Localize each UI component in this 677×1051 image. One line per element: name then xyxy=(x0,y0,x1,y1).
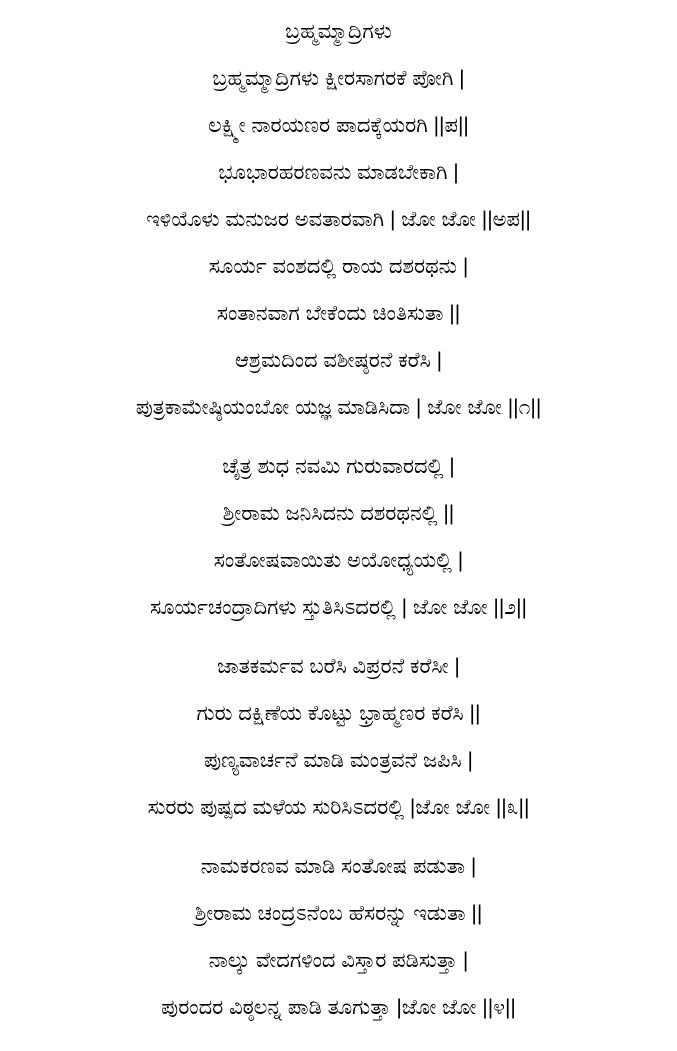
verse-line: ಶ್ರೀರಾಮ ಚಂದ್ರಽನೆಂಬ ಹೆಸರನ್ನು ಇಡುತಾ || xyxy=(194,902,483,925)
stanza-anupallavi xyxy=(0,149,677,243)
verse-line: ಆಶ್ರಮದಿಂದ ವಶೀಷ್ಠರನೆ ಕರೆಸಿ | xyxy=(234,349,443,372)
page-title: ಬ್ರಹ್ಮಮ್ಮಾದ್ರಿಗಳು xyxy=(285,20,392,43)
verse-line: ಲಕ್ಷ್ಮೀ ನಾರಯಣರ ಪಾದಕ್ಕೆಯರಗಿ ||ಪ|| xyxy=(208,114,469,137)
verse-line: ಇಳಿಯೊಳು ಮನುಜರ ಅವತಾರವಾಗಿ | ಜೋ ಜೋ ||ಅಪ|| xyxy=(146,208,531,231)
verse-line: ನಾಮಕರಣವ ಮಾಡಿ ಸಂತೋಷ ಪಡುತಾ | xyxy=(200,855,477,878)
verse-line: ಸಂತಾನವಾಗ ಬೇಕೆಂದು ಚಿಂತಿಸುತಾ || xyxy=(216,302,461,325)
verse-line: ಬ್ರಹ್ಮಮ್ಮಾದ್ರಿಗಳು ಕ್ಷೀರಸಾಗರಕೆ ಪೋಗಿ | xyxy=(212,67,465,90)
verse-line: ಭೂಭಾರಹರಣವನು ಮಾಡಬೇಕಾಗಿ | xyxy=(218,161,459,184)
verse-line: ಶ್ರೀರಾಮ ಜನಿಸಿದನು ದಶರಥನಲ್ಲಿ || xyxy=(222,502,455,525)
stanza-pallavi xyxy=(0,55,677,149)
verse-line: ಸುರರು ಪುಷ್ಪದ ಮಳೆಯ ಸುರಿಸಿಽದರಲ್ಲಿ |ಜೋ ಜೋ ||೩|| xyxy=(147,796,530,819)
verse-line: ಸೂರ್ಯ ವಂಶದಲ್ಲಿ ರಾಯ ದಶರಥನು | xyxy=(208,255,469,278)
stanza-verse-2 xyxy=(0,443,677,631)
verse-line: ಪುಣ್ಯವಾರ್ಚನೆ ಮಾಡಿ ಮಂತ್ರವನೆ ಜಪಿಸಿ | xyxy=(204,749,473,772)
stanza-verse-3 xyxy=(0,643,677,831)
verse-line: ನಾಲ್ಕು ವೇದಗಳಿಂದ ವಿಸ್ತಾರ ಪಡಿಸುತ್ತಾ | xyxy=(208,949,469,972)
verse-line: ಸೂರ್ಯಚಂದ್ರಾದಿಗಳು ಸ್ತುತಿಸಿಽದರಲ್ಲಿ | ಜೋ ಜೋ ||೨|| xyxy=(149,596,527,619)
verse-line: ಚೈತ್ರ ಶುಧ ನವಮಿ ಗುರುವಾರದಲ್ಲಿ | xyxy=(222,455,455,478)
verse-line: ಪುರಂದರ ವಿಠ್ಠಲನ್ನ ಪಾಡಿ ತೂಗುತ್ತಾ |ಜೋ ಜೋ ||೪|| xyxy=(161,996,516,1019)
stanza-verse-1 xyxy=(0,243,677,431)
verse-line: ಗುರು ದಕ್ಷಿಣೆಯ ಕೊಟ್ಟು ಭ್ರಾಹ್ಮಣರ ಕರೆಸಿ || xyxy=(196,702,481,725)
verse-line: ಜಾತಕರ್ಮವ ಬರೆಸಿ ವಿಪ್ರರನೆ ಕರೆಸೀ | xyxy=(217,655,460,678)
verse-line: ಸಂತೋಷವಾಯಿತು ಅಯೋಧ್ಯಯಲ್ಲಿ | xyxy=(213,549,464,572)
verse-line: ಪುತ್ರಕಾಮೇಷ್ಠಿಯಂಬೋ ಯಜ್ಞ ಮಾಡಿಸಿದಾ | ಜೋ ಜೋ ||೧|| xyxy=(135,396,542,419)
stanza-verse-4 xyxy=(0,843,677,1031)
